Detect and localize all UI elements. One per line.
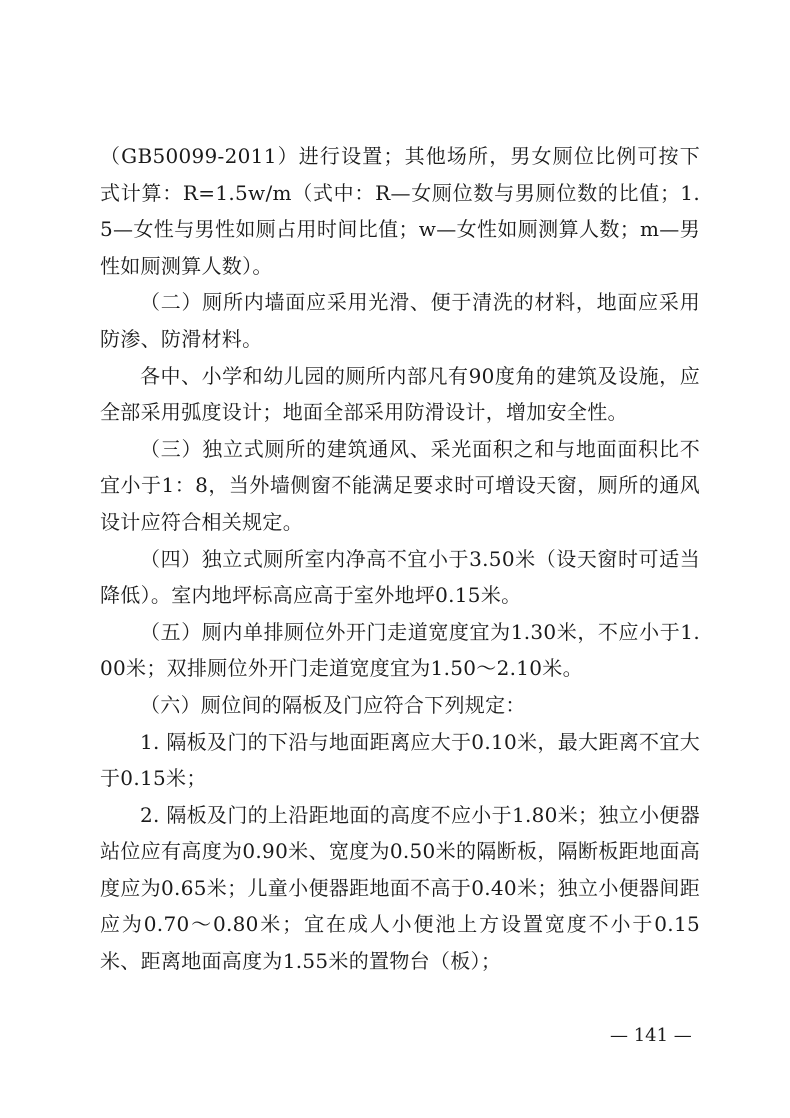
paragraph-item-3: （三）独立式厕所的建筑通风、采光面积之和与地面面积比不宜小于1：8，当外墙侧窗不能满足要求时可增设天窗，厕所的通风设计应符合相关规定。 <box>100 436 700 534</box>
paragraph-item-4: （四）独立式厕所室内净高不宜小于3.50米（设天窗时可适当降低）。室内地坪标高应高于室外地坪0.15米。 <box>100 546 700 608</box>
paragraph-continuation: （GB50099-2011）进行设置；其他场所，男女厕位比例可按下式计算：R=1.5w/m（式中：R—女厕位数与男厕位数的比值；1.5—女性与男性如厕占用时间比值；w—女性如厕测算人数；m—男性如厕测算人数）。 <box>100 144 700 278</box>
paragraph-subitem-2: 2. 隔板及门的上沿距地面的高度不应小于1.80米；独立小便器站位应有高度为0.90米、宽度为0.50米的隔断板，隔断板距地面高度应为0.65米；儿童小便器距地面不高于0.40米；独立小便器间距应为0.70～0.80米；宜在成人小便池上方设置宽度不小于0.15米、距离地面高度为1.55米的置物台（板）； <box>100 802 700 974</box>
paragraph-schools: 各中、小学和幼儿园的厕所内部凡有90度角的建筑及设施，应全部采用弧度设计；地面全部采用防滑设计，增加安全性。 <box>100 363 700 425</box>
paragraph-item-2: （二）厕所内墙面应采用光滑、便于清洗的材料，地面应采用防渗、防滑材料。 <box>100 290 700 351</box>
paragraph-item-5: （五）厕内单排厕位外开门走道宽度宜为1.30米，不应小于1.00米；双排厕位外开门走道宽度宜为1.50～2.10米。 <box>100 619 700 681</box>
paragraph-subitem-1: 1. 隔板及门的下沿与地面距离应大于0.10米，最大距离不宜大于0.15米； <box>100 729 700 791</box>
page-number: — 141 — <box>610 1025 692 1046</box>
paragraph-item-6: （六）厕位间的隔板及门应符合下列规定： <box>140 692 526 717</box>
body-text <box>100 138 700 980</box>
